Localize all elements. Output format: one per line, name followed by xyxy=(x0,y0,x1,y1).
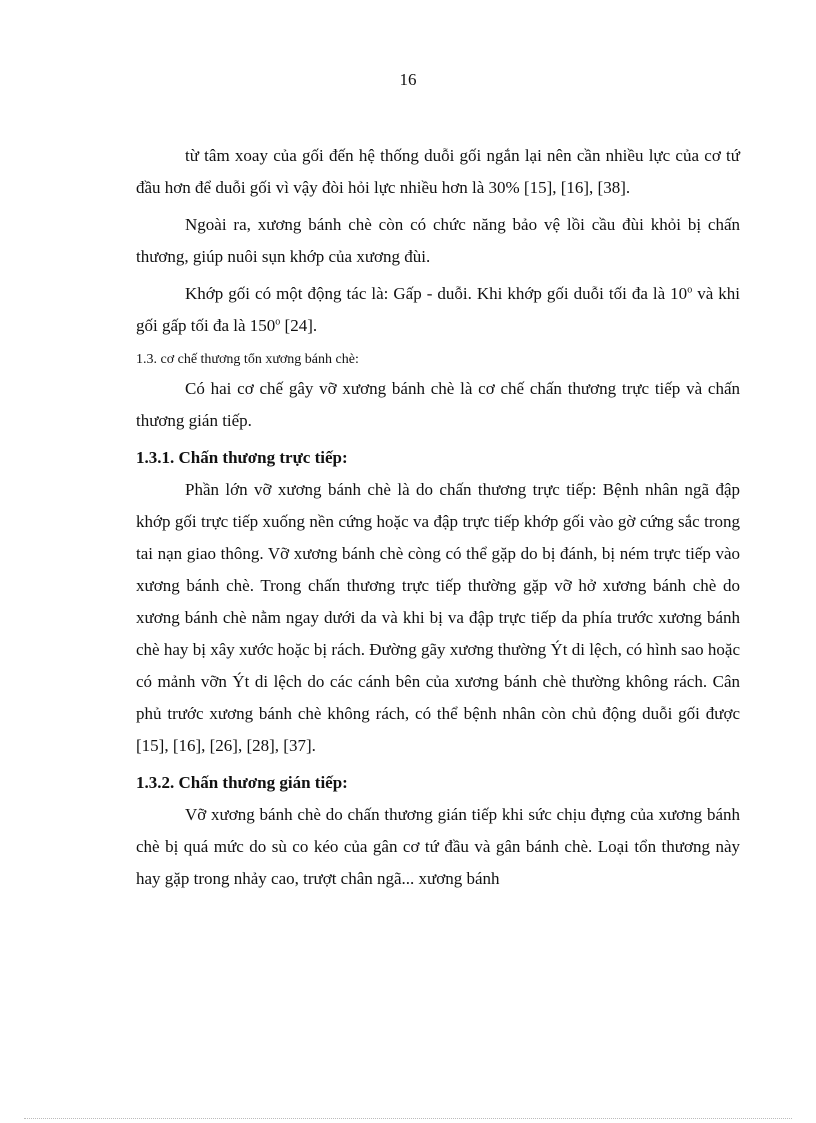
page-bottom-border xyxy=(24,1118,792,1119)
section-heading-1-3: 1.3. cơ chế thương tổn xương bánh chè: xyxy=(136,352,359,367)
page-number: 16 xyxy=(399,70,417,89)
section-heading-1-3-1: 1.3.1. Chấn thương trực tiếp: xyxy=(136,448,348,467)
knee-motion-text-b: và khi gối gấp tối đa là 150 xyxy=(136,284,740,335)
paragraph-patella-function: Ngoài ra, xương bánh chè còn có chức năng bảo vệ lồi cầu đùi khỏi bị chấn thương, giúp nuôi sụn khớp của xương đùi. xyxy=(136,215,740,266)
paragraph-direct-trauma: Phần lớn vỡ xương bánh chè là do chấn thương trực tiếp: Bệnh nhân ngã đập khớp gối trực tiếp xuống nền cứng hoặc va đập trực tiếp khớp gối vào gờ cứng sắc trong tai nạn giao thông. Vỡ xương bánh chè còng có thể gặp do bị đánh, bị ném trực tiếp vào xương bánh chè. Trong chấn thương trực tiếp thường gặp vỡ hở xương bánh chè do xương bánh chè nằm ngay dưới da và khi bị va đập trực tiếp da phía trước xương bánh chè hay bị xây xước hoặc bị rách. Đường gãy xương thường Ýt di lệch, có hình sao hoặc có mảnh vỡn Ýt di lệch do các cánh bên của xương bánh chè thường không rách. Cân phủ trước xương bánh chè không rách, có thể bệnh nhân còn chủ động duỗi gối được [15], [16], [26], [28], [37]. xyxy=(136,480,740,755)
paragraph-knee-motion xyxy=(136,278,740,342)
section-heading-1-3-2: 1.3.2. Chấn thương gián tiếp: xyxy=(136,773,348,792)
page-body xyxy=(136,140,740,900)
knee-motion-text-c: [24]. xyxy=(280,316,318,335)
knee-motion-text-a: Khớp gối có một động tác là: Gấp - duỗi. Khi khớp gối duỗi tối đa là 10 xyxy=(185,284,688,303)
degree-mark: o xyxy=(687,284,693,296)
paragraph-lever-force: từ tâm xoay của gối đến hệ thống duỗi gối ngắn lại nên cần nhiều lực của cơ tứ đầu hơn để duỗi gối vì vậy đòi hỏi lực nhiều hơn là 30% [15], [16], [38]. xyxy=(136,146,740,197)
paragraph-mechanisms: Có hai cơ chế gây vỡ xương bánh chè là cơ chế chấn thương trực tiếp và chấn thương gián tiếp. xyxy=(136,379,740,430)
paragraph-indirect-trauma: Vỡ xương bánh chè do chấn thương gián tiếp khi sức chịu đựng của xương bánh chè bị quá mức do sù co kéo của gân cơ tứ đầu và gân bánh chè. Loại tổn thương này hay gặp trong nhảy cao, trượt chân ngã... xương bánh xyxy=(136,805,740,888)
degree-mark: o xyxy=(275,316,281,328)
